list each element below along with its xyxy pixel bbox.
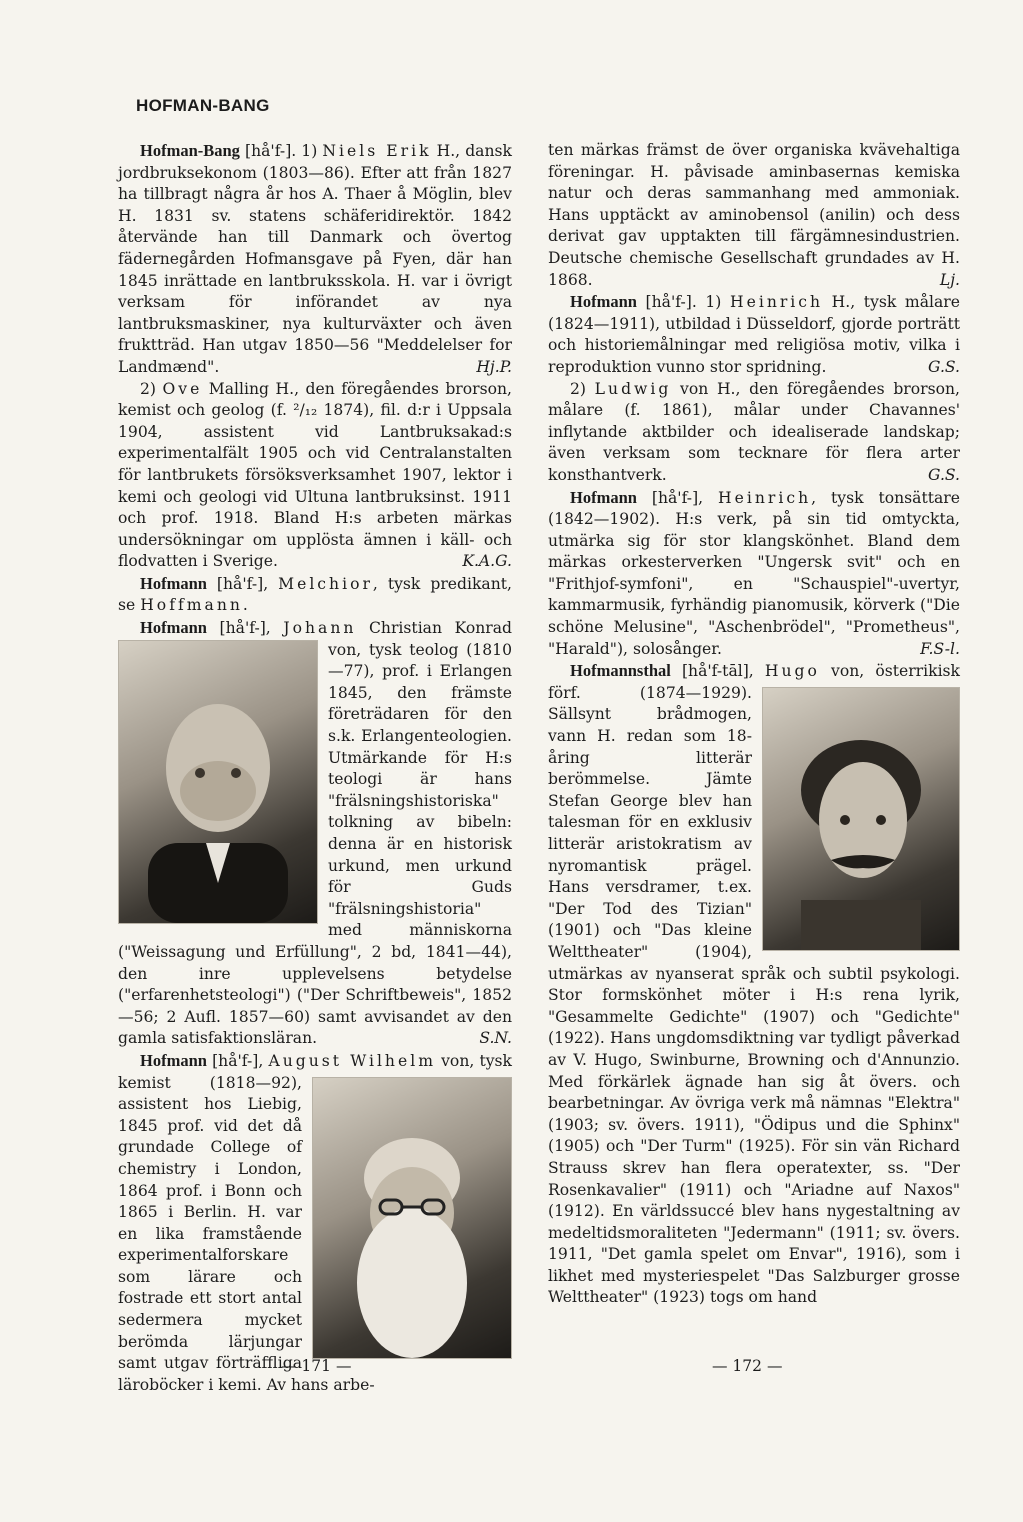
right-column — [548, 140, 960, 1309]
entry-hofmann-melchior — [118, 573, 512, 617]
headword: Hofmann — [140, 573, 207, 593]
entry-continuation — [548, 140, 960, 291]
entry-text: von H., den föregåendes brorson, målare (f. 1861), målar under Chavannes' inflytande aktbilder och idealiserade landskap; även verksam som tecknare för flera arter konsthantverk. — [548, 379, 960, 484]
entry-text: von, österrikisk förf. (1874—1929). Sällsynt brådmogen, vann H. redan som 18-åring litterär berömmelse. Jämte Stefan George blev han talesman för en exklusiv litterär aristokratism av nyromantisk prägel. Hans versdramer, t.ex. "Der Tod des Tizian" (1901) och "Das kleine Welttheater" (1904), utmärkas av nyanserat språk och subtil psykologi. Stor formskönhet möter i H:s rena lyrik, "Gesammelte Gedichte" (1907) och "Gedichte" (1922). Hans ungdomsdiktning var tydligt påverkad av V. Hugo, Swinburne, Browning och d'Annunzio. Med förkärlek ägnade han sig åt övers. och bearbetningar. Av övriga verk må nämnas "Elektra" (1903; sv. övers. 1911), "Ödipus und die Sphinx" (1905) och "Der Turm" (1925). För sin vän Richard Strauss skrev han flera operatexter, ss. "Der Rosenkavalier" (1911) och "Ariadne auf Naxos" (1912). En världssuccé blev hans nygestaltning av medeltidsmoraliteten "Jedermann" (1911; sv. övers. 1911, "Det gamla spelet om Envar", 1916), som i likhet med mysteriespelet "Das Salzburger grosse Welttheater" (1923) togs om hand — [548, 662, 961, 1307]
entry-hofmannsthal — [548, 660, 960, 1309]
author-signature: F.S-l. — [920, 639, 960, 658]
person-name: Niels Erik — [322, 142, 432, 160]
entry-ludwig — [548, 379, 960, 487]
pronunciation: [hå'f-], — [636, 488, 719, 507]
person-name: Heinrich — [730, 293, 824, 312]
pronunciation: [hå'f-], — [206, 574, 279, 593]
person-name: Johann — [283, 619, 357, 638]
pronunciation: [hå'f-], — [206, 1051, 269, 1070]
person-name: Melchior — [278, 574, 373, 593]
person-name: Hugo — [764, 662, 820, 681]
pronunciation: [hå'f-tāl], — [670, 662, 765, 681]
entry-text: H., tysk målare (1824—1911), utbildad i Düsseldorf, gjorde porträtt och historiemålningar med religiösa motiv, vilka i reproduktion vunno stor spridning. — [548, 293, 960, 376]
headword: Hofmannsthal — [570, 661, 671, 681]
headword: Hofmann — [570, 487, 637, 507]
headword: Hofmann — [140, 1050, 207, 1070]
author-signature: G.S. — [928, 357, 960, 376]
entry-text: , tysk tonsättare (1842—1902). H:s verk, på sin tid omtyckta, utmärka sig för stor klangskönhet. Bland dem märkas orkesterverken "Ungersk svit" och en "Frithjof-symfoni", en "Schauspiel"-uvertyr, kammarmusik, fyrhändig pianomusik, körverk ("Die schöne Melusine", "Aschenbrödel", "Prometheus", "Harald"), solosånger. — [548, 488, 960, 658]
headword: Hofman-Bang — [140, 141, 240, 160]
page-number-right: — 172 — — [712, 1357, 783, 1375]
author-signature: G.S. — [928, 465, 960, 484]
portrait-august-wilhelm-hofmann-image — [312, 1077, 512, 1359]
author-signature: S.N. — [479, 1029, 512, 1048]
entry-text: Malling H., den föregåendes brorson, kemist och geolog (f. ²/₁₂ 1874), fil. d:r i Uppsala 1904, assistent vid Lantbruksakad:s experimentalfält 1905 och vid Centralanstalten för lantbrukets försöksverksamhet 1907, lektor i kemi och geologi vid Ultuna lantbruksinst. 1911 och prof. 1918. Bland H:s arbeten märkas undersökningar om upplösta ämnen i käll- och flodvatten i Sverige. — [118, 379, 512, 571]
person-name: August Wilhelm — [268, 1051, 436, 1070]
author-signature: Hj.P. — [476, 357, 512, 376]
left-column — [118, 140, 512, 1396]
author-signature: K.A.G. — [462, 552, 512, 571]
entry-text: von, tysk kemist (1818—92), assistent hos Liebig, 1845 prof. vid det då grundade College of chemistry i London, 1864 prof. i Bonn och 1865 i Berlin. H. var en lika framstående experimentalforskare som lärare och fostrade ett stort antal sedermera mycket berömda lärjungar samt utgav förträffliga läroböcker i kemi. Av hans arbe- — [118, 1051, 512, 1394]
entry-hofmann-heinrich-composer — [548, 487, 960, 661]
portrait-johann-hofmann-image — [118, 640, 318, 924]
cross-reference: Hoffmann — [140, 596, 243, 615]
entry-text: H., dansk jordbruksekonom (1803—86). Efter att från 1827 ha tillbragt några år hos A. Thaer å Möglin, blev H. 1831 sv. statens schäferidirektör. 1842 återvände han till Danmark och övertog fädernegården Hofmansgave på Fyen, där han 1845 inrättade en lantbruksskola. H. var i övrigt verksam för införandet av nya lantbruksmaskiner, nya kulturväxter och även fruktträd. Han utgav 1850—56 "Meddelelser for Landmænd". — [118, 142, 512, 376]
entry-ove-malling — [118, 379, 512, 573]
author-signature: Lj. — [939, 270, 960, 289]
entry-text: Christian Konrad von, tysk teolog (1810—77), prof. i Erlangen 1845, den främste företrädaren för den s.k. Erlangenteologien. Utmärkande för H:s teologi är hans "frälsningshistoriska" tolkning av bibeln: denna är en historisk urkund, men urkund för Guds "frälsningshistoria" med människorna ("Weissagung und Erfüllung", 2 bd, 1841—44), den inre upplevelsens betydelse ("erfarenhetsteologi") ("Der Schriftbeweis", 1852—56; 2 Aufl. 1857—60) samt avvisandet av den gamla satisfaktionsläran. — [118, 619, 512, 1048]
entry-hofmann-august-wilhelm — [118, 1050, 512, 1397]
headword: Hofmann — [140, 618, 207, 638]
entry-hofman-bang-niels-erik — [118, 140, 512, 379]
person-name: Ludwig — [594, 379, 672, 398]
pronunciation: [hå'f-], — [206, 619, 284, 638]
entry-number: 2) — [140, 379, 163, 398]
entry-hofmann-heinrich-painter — [548, 291, 960, 378]
page-number-left: — 171 — — [281, 1357, 352, 1375]
running-head: HOFMAN-BANG — [136, 96, 270, 115]
entry-text: , tysk predikant, se — [118, 574, 512, 615]
person-name: Heinrich — [718, 488, 812, 507]
headword: Hofmann — [570, 292, 637, 312]
person-name: Ove — [162, 379, 203, 398]
portrait-hofmannsthal-image — [762, 687, 960, 951]
pronunciation: [hå'f-]. 1) — [239, 142, 323, 160]
entry-text: ten märkas främst de över organiska kvävehaltiga föreningar. H. påvisade aminbasernas kemiska natur och deras sammanhang med ammoniak. Hans upptäckt av aminobensol (anilin) och dess derivat gav upptakten till färgämnesindustrien. Deutsche chemische Gesellschaft grundades av H. 1868. — [548, 141, 960, 289]
entry-hofmann-johann — [118, 617, 512, 1050]
pronunciation: [hå'f-]. 1) — [636, 293, 730, 312]
entry-number: 2) — [570, 379, 595, 398]
entry-end: . — [242, 596, 248, 615]
